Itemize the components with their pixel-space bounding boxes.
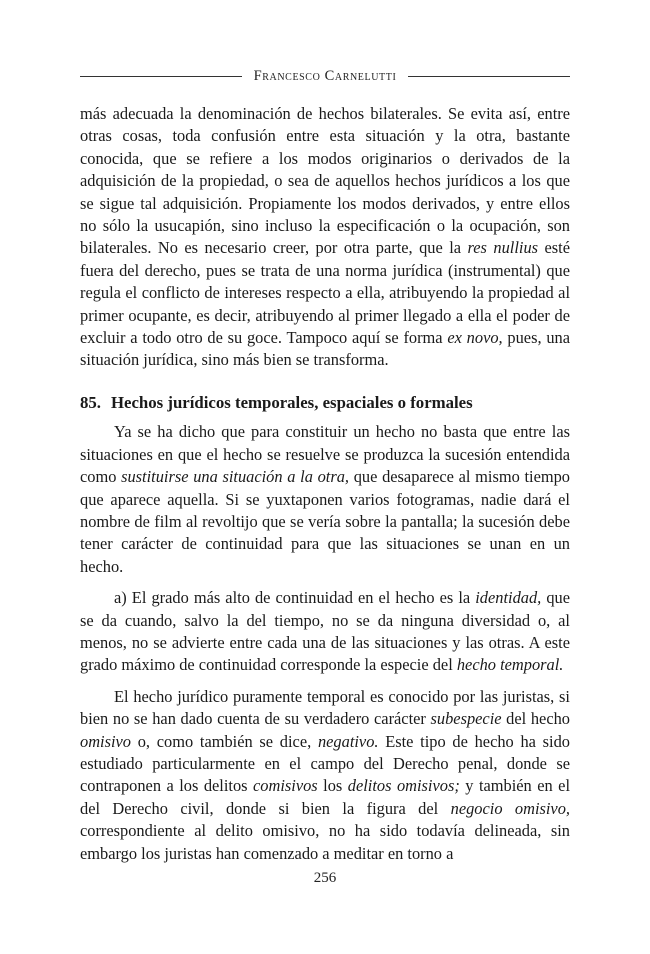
section-title: Hechos jurídicos temporales, espaciales o formales — [110, 392, 473, 412]
section-number: 85. — [80, 392, 101, 412]
paragraph-continuation — [80, 103, 570, 372]
running-header — [80, 66, 570, 86]
text-run: Ya se ha dicho que para constituir un hecho no basta que entre las situaciones en que el hecho se resuelve se produzca la sucesión entendida como — [80, 422, 570, 487]
text-run: del hecho — [501, 709, 571, 729]
text-run: El hecho jurídico puramente temporal es conocido por las juristas, si bien no se han dado cuenta de su verdadero carácter — [80, 686, 570, 729]
body-text — [80, 103, 570, 865]
italic-term: ex novo, — [447, 328, 503, 348]
text-run: pues, una situación jurídica, sino más bien se transforma. — [80, 328, 570, 370]
text-run: que desaparece al mismo tiempo que aparece aquella. Si se yuxtaponen varios fotogramas, nadie dará el nombre de film al revoltijo que se vería sobre la pantalla; la sucesión debe tener carácter de continuidad para que las situaciones se unan en un hecho. — [80, 467, 570, 576]
text-run: y también en el del Derecho civil, donde si bien la figura del — [80, 776, 570, 818]
text-run: correspondiente al delito omisivo, no ha sido todavía delineada, sin embargo los juristas han comenzado a meditar en torno a — [80, 821, 570, 863]
text-run: los — [317, 776, 348, 796]
italic-term: hecho temporal. — [456, 655, 564, 675]
header-author: Francesco Carnelutti — [253, 67, 397, 84]
text-run: o, como también se dice, — [131, 731, 318, 751]
italic-term: omisivo — [80, 731, 131, 751]
text-run: Este tipo de hecho ha sido estudiado particularmente en el campo del Derecho penal, donde se contraponen a los delitos — [80, 731, 570, 796]
italic-term: identidad, — [475, 588, 542, 608]
page-number: 256 — [313, 870, 337, 886]
italic-term: negativo. — [317, 731, 379, 751]
italic-term: sustituirse una situación a la otra, — [121, 467, 350, 487]
italic-term: comisivos — [253, 776, 318, 796]
text-run: más adecuada la denominación de hechos bilaterales. Se evita así, entre otras cosas, toda confusión entre esta situación y la otra, bastante conocida, que se refiere a los modos originarios o derivados de la adquisición de la propiedad, o sea de aquellos hechos jurídicos a los que se sigue tal adquisición. Propiamente los modos derivados, y entre ellos no sólo la usucapión, sino incluso la especificación o la ocupación, son bilaterales. No es necesario creer, por otra parte, que la — [80, 104, 570, 258]
italic-term: delitos omisivos; — [347, 776, 460, 796]
italic-term: subespecie — [430, 709, 502, 729]
header-rule-left — [80, 76, 242, 77]
italic-term: res nullius — [467, 238, 539, 258]
text-run: a) El grado más alto de continuidad en el hecho es la — [114, 588, 476, 608]
text-run: esté fuera del derecho, pues se trata de una norma jurídica (instrumental) que regula el conflicto de intereses respecto a ella, atribuyendo la propiedad al primer ocupante, es decir, atribuyendo al primer llegado a ella el poder de excluir a todo otro de su goce. Tampoco aquí se forma — [80, 238, 570, 348]
section-heading — [80, 392, 570, 414]
paragraph — [80, 587, 570, 677]
paragraph — [80, 686, 570, 865]
paragraph — [80, 421, 570, 578]
header-rule-right — [408, 76, 570, 77]
italic-term: negocio omisivo, — [450, 798, 571, 818]
text-run: que se da cuando, salvo la del tiempo, no se da ninguna diversidad o, al menos, no se advierte entre cada una de las situaciones y las otras. A este grado máximo de continuidad corresponde la especie del — [80, 588, 571, 675]
